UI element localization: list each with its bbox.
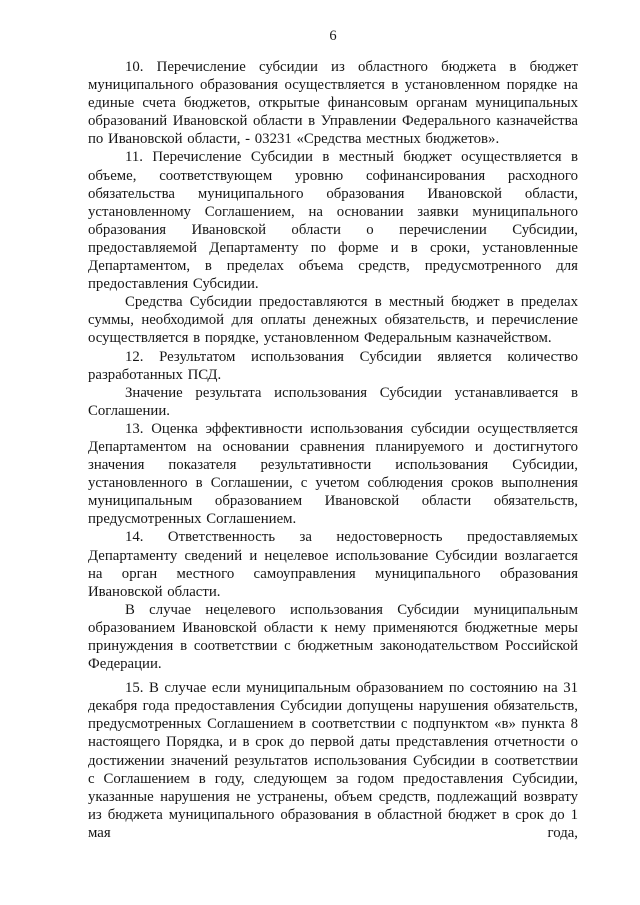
paragraph-14-continued: В случае нецелевого использования Субсидии муниципальным образованием Ивановской области к нему применяются бюджетные меры принуждения в соответствии с бюджетным законодательством Российской Федерации. [88, 601, 578, 673]
paragraph-11-continued: Средства Субсидии предоставляются в местный бюджет в пределах суммы, необходимой для оплаты денежных обязательств, и перечисление осуществляется в порядке, установленном Федеральным казначейством. [88, 294, 578, 347]
paragraph-10: 10. Перечисление субсидии из областного бюджета в бюджет муниципального образования осуществляется в установленном порядке на единые счета бюджетов, открытые финансовым органам муниципальных образований Ивановской области в Управлении Федерального казначейства по Ивановской области, - 03231 «Средства местных бюджетов». [88, 59, 578, 148]
paragraph-15: 15. В случае если муниципальным образованием по состоянию на 31 декабря года предоставления Субсидии допущены нарушения обязательств, предусмотренных Соглашением в соответствии с подпунктом «в» пункта 8 настоящего Порядка, и в срок до первой даты представления отчетности о достижении значений результатов использования Субсидии в соответствии с Соглашением в году, следующем за годом предоставления Субсидии, указанные нарушения не устранены, объем средств, подлежащий возврату из бюджета муниципального образования в областной бюджет в срок до 1 мая года, [88, 680, 578, 841]
paragraph-12: 12. Результатом использования Субсидии является количество разработанных ПСД. [88, 348, 578, 383]
paragraph-13: 13. Оценка эффективности использования субсидии осуществляется Департаментом на основании сравнения планируемого и достигнутого значения показателя результативности использования Субсидии, установленного в Соглашении, с учетом соблюдения сроков выполнения муниципальным образованием Ивановской области обязательств, предусмотренных Соглашением. [88, 420, 578, 528]
document-body [88, 58, 578, 842]
paragraph-12-continued: Значение результата использования Субсидии устанавливается в Соглашении. [88, 384, 578, 419]
paragraph-11: 11. Перечисление Субсидии в местный бюджет осуществляется в объеме, соответствующем уровню софинансирования расходного обязательства муниципального образования Ивановской области, установленному Соглашением, на основании заявки муниципального образования Ивановской области о перечислении Субсидии, предоставляемой Департаменту по форме и в сроки, установленные Департаментом, в пределах объема средств, предусмотренного для предоставления Субсидии. [88, 149, 578, 293]
page-number: 6 [329, 28, 337, 44]
paragraph-14: 14. Ответственность за недостоверность предоставляемых Департаменту сведений и нецелевое использование Субсидии возлагается на орган местного самоуправления муниципального образования Ивановской области. [88, 529, 578, 600]
